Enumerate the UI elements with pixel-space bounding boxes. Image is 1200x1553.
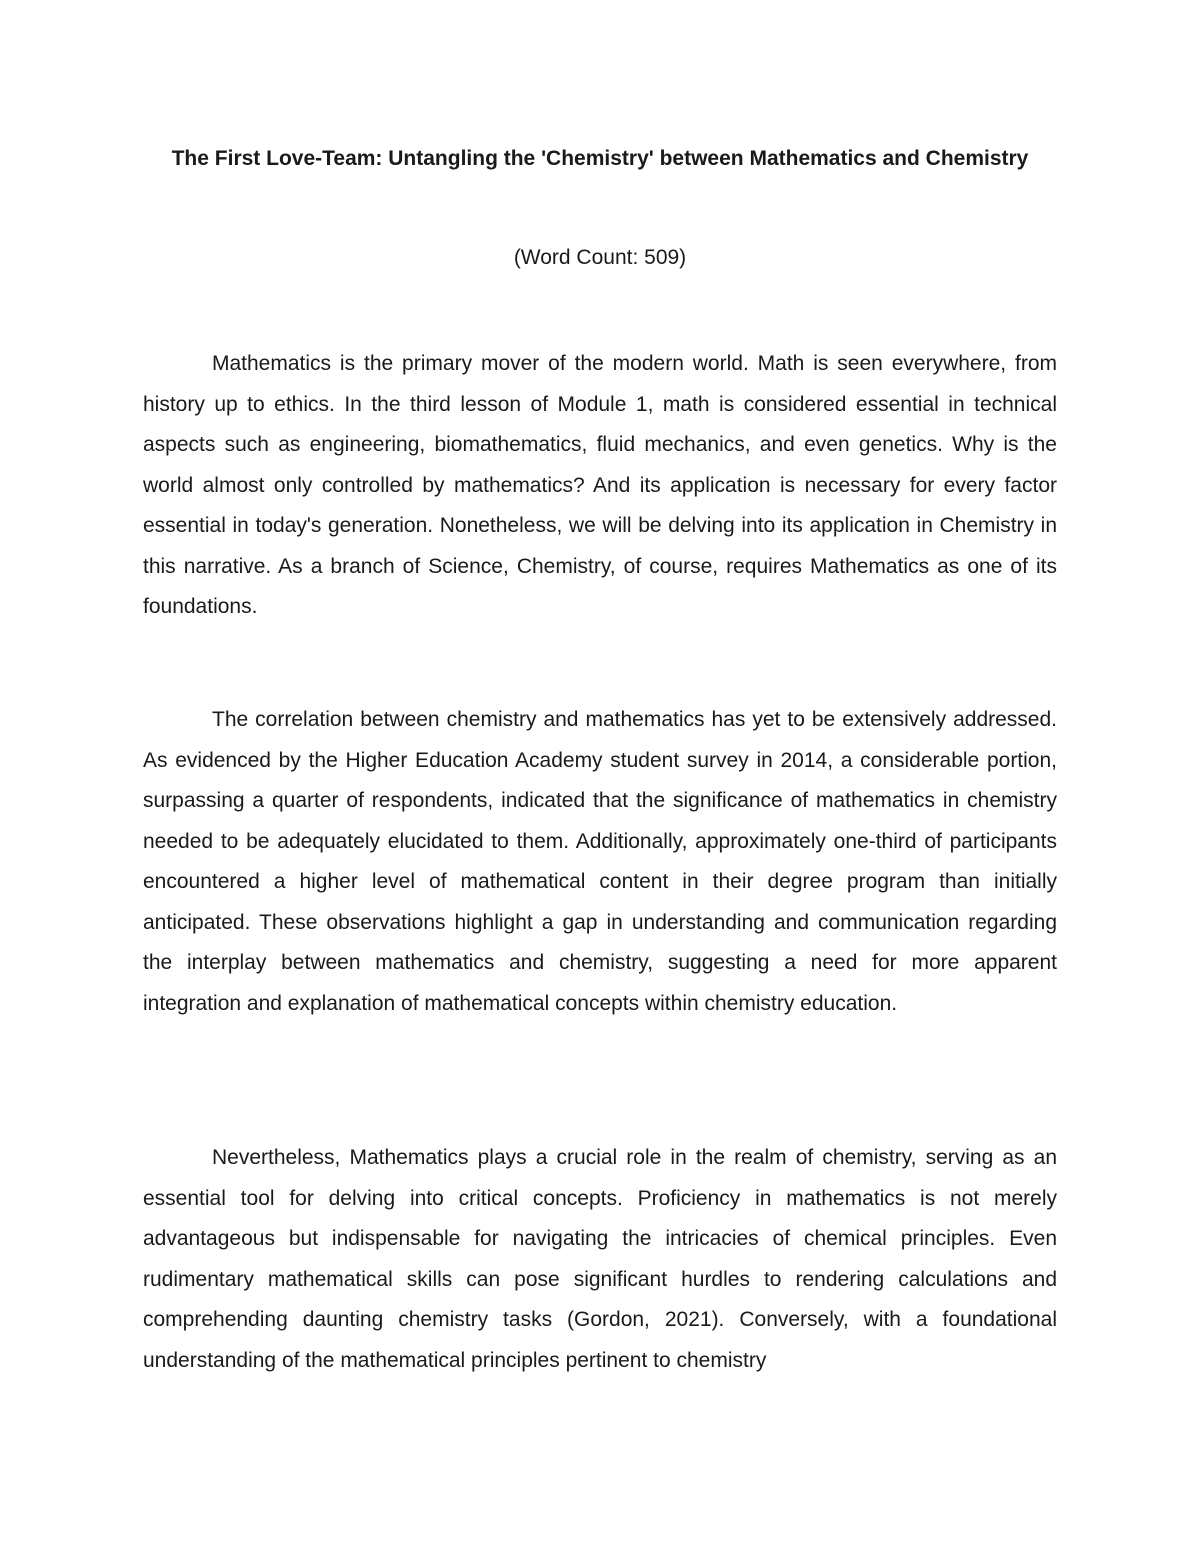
word-count: (Word Count: 509) bbox=[513, 246, 687, 269]
paragraph-2: The correlation between chemistry and mathematics has yet to be extensively addressed. As evidenced by the Higher Education Academy student survey in 2014, a considerable portion, surpassing a quarter of respondents, indicated that the significance of mathematics in chemistry needed to be adequately elucidated to them. Additionally, approximately one-third of participants encountered a higher level of mathematical content in their degree program than initially anticipated. These observations highlight a gap in understanding and communication regarding the interplay between mathematics and chemistry, suggesting a need for more apparent integration and explanation of mathematical concepts within chemistry education. bbox=[143, 708, 1057, 1015]
paragraph-3: Nevertheless, Mathematics plays a crucial role in the realm of chemistry, serving as an essential tool for delving into critical concepts. Proficiency in mathematics is not merely advantageous but indispensable for navigating the intricacies of chemical principles. Even rudimentary mathematical skills can pose significant hurdles to rendering calculations and comprehending daunting chemistry tasks (Gordon, 2021). Conversely, with a foundational understanding of the mathematical principles pertinent to chemistry bbox=[143, 1146, 1057, 1372]
paragraph-1: Mathematics is the primary mover of the modern world. Math is seen everywhere, from history up to ethics. In the third lesson of Module 1, math is considered essential in technical aspects such as engineering, biomathematics, fluid mechanics, and even genetics. Why is the world almost only controlled by mathematics? And its application is necessary for every factor essential in today's generation. Nonetheless, we will be delving into its application in Chemistry in this narrative. As a branch of Science, Chemistry, of course, requires Mathematics as one of its foundations. bbox=[143, 352, 1057, 618]
document-title: The First Love-Team: Untangling the 'Chemistry' between Mathematics and Chemistry bbox=[171, 147, 1029, 170]
